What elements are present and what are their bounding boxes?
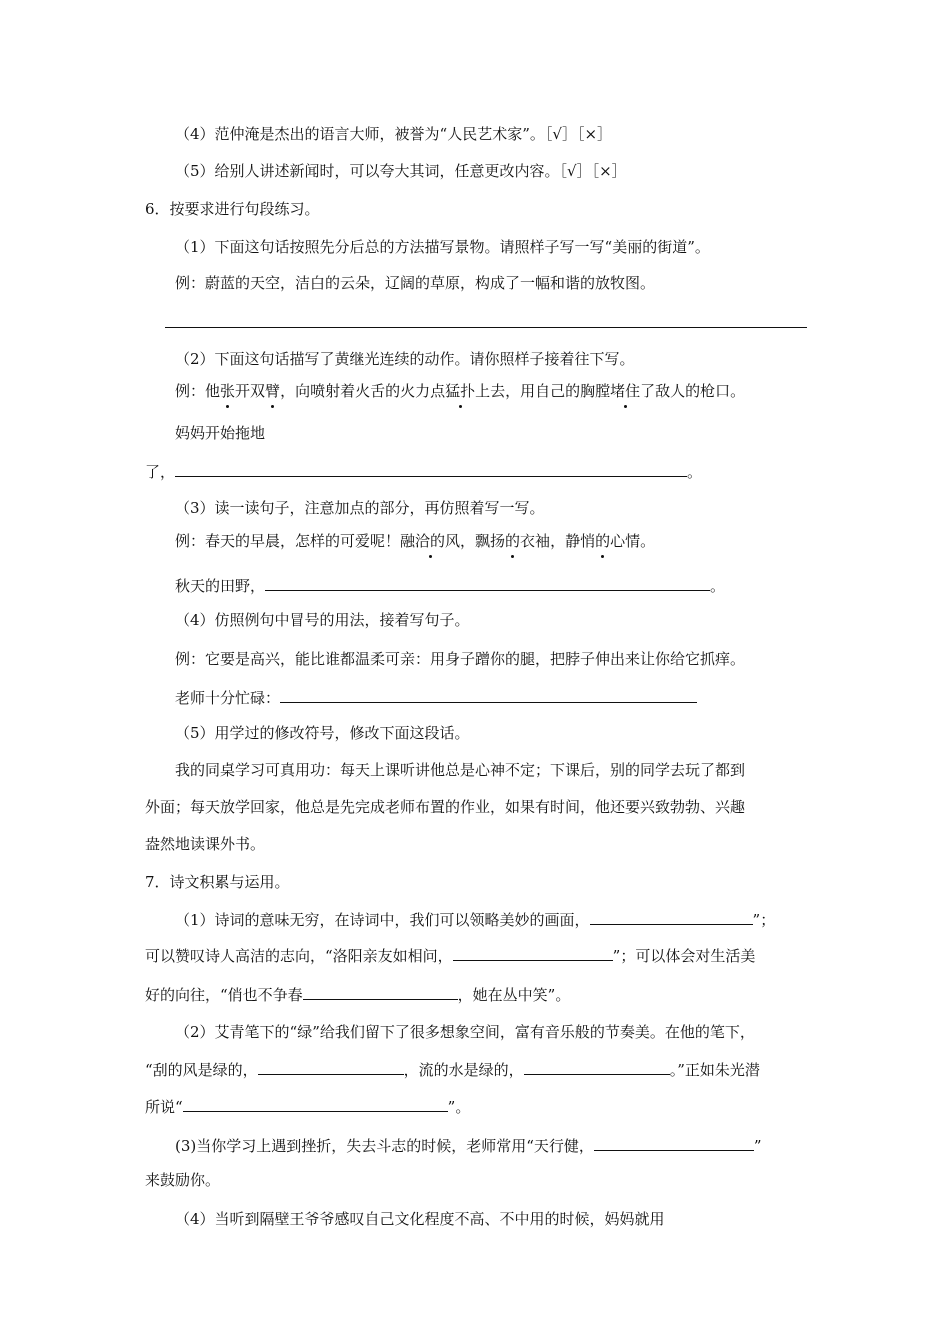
q7-part2-line-2 (145, 1058, 760, 1081)
prompt-text: ”； (752, 911, 776, 929)
q6-part1-answer-line[interactable] (165, 327, 807, 328)
q5-item-4: （4）范仲淹是杰出的语言大师，被誉为“人民艺术家”。［√］［×］ (175, 125, 613, 143)
answer-blank[interactable] (594, 1134, 754, 1151)
q6-part3-instruction: （3）读一读句子，注意加点的部分，再仿照着写一写。 (175, 499, 545, 517)
answer-blank[interactable] (280, 686, 697, 703)
prompt-text: 。”正如朱光潜 (669, 1061, 760, 1079)
emphasis-dot-text: 堵住 (610, 382, 641, 400)
emphasis-dot-text: 猛扑 (445, 382, 476, 400)
prompt-text: “刮的风是绿的， (145, 1061, 258, 1079)
q6-part5-text-line-3: 盎然地读课外书。 (145, 835, 266, 853)
example-text: 上去，用自己的胸膛 (475, 382, 611, 400)
q6-part5-text-line-1: 我的同桌学习可真用功：每天上课听讲他总是心神不定；下课后，别的同学去玩了都到 (175, 761, 746, 779)
q7-part3-line-2: 来鼓励你。 (145, 1171, 221, 1189)
q6-part1-instruction: （1）下面这句话按照先分后总的方法描写景物。请照样子写一写“美丽的街道”。 (175, 238, 710, 256)
q6-part2-prompt: 妈妈开始拖地 (175, 424, 266, 442)
prompt-text: 秋天的田野， (175, 577, 266, 595)
q6-part2-example (175, 380, 745, 402)
prompt-text: ，她在丛中笑”。 (457, 986, 571, 1004)
answer-blank[interactable] (183, 1095, 448, 1112)
emphasis-dot-text: 融洽的风 (400, 532, 461, 550)
answer-blank[interactable] (453, 944, 613, 961)
q7-part2-line-1: （2）艾青笔下的“绿”给我们留下了很多想象空间，富有音乐般的节奏美。在他的笔下， (175, 1023, 755, 1041)
q7-part3-line-1 (175, 1134, 762, 1157)
q6-part4-example: 例：它要是高兴，能比谁都温柔可亲：用身子蹭你的腿，把脖子伸出来让你给它抓痒。 (175, 650, 746, 668)
prompt-text: ”。 (447, 1098, 471, 1116)
answer-blank[interactable] (590, 908, 753, 925)
prompt-text: 老师十分忙碌： (175, 689, 281, 707)
example-text: 。 (640, 532, 656, 550)
prompt-text: ”；可以体会对生活美 (612, 947, 756, 965)
q5-item-5: （5）给别人讲述新闻时，可以夸大其词，任意更改内容。［√］［×］ (175, 162, 627, 180)
prompt-text: 。 (687, 463, 703, 481)
q6-part3-answer-row (175, 574, 725, 597)
prompt-text: （1）诗词的意味无穷，在诗词中，我们可以领略美妙的画面， (175, 911, 590, 929)
answer-blank[interactable] (258, 1058, 404, 1075)
prompt-text: 所说“ (145, 1098, 183, 1116)
prompt-text: (3)当你学习上遇到挫折，失去斗志的时候，老师常用“天行健， (175, 1137, 594, 1155)
q7-part2-line-3 (145, 1095, 470, 1118)
q6-part3-example (175, 530, 655, 552)
example-text: 了敌人的枪口。 (640, 382, 746, 400)
example-text: 开双 (235, 382, 266, 400)
q6-part4-instruction: （4）仿照例句中冒号的用法，接着写句子。 (175, 611, 470, 629)
prompt-text: 了， (145, 463, 176, 481)
example-text: ， (460, 532, 476, 550)
example-text: 例：春天的早晨，怎样的可爱呢！ (175, 532, 401, 550)
example-text: ， (550, 532, 566, 550)
prompt-text: ” (753, 1137, 762, 1155)
answer-blank[interactable] (524, 1058, 670, 1075)
q6-heading: 6．按要求进行句段练习。 (145, 200, 320, 218)
q7-part1-line-2 (145, 944, 755, 967)
answer-blank[interactable] (265, 574, 710, 591)
answer-blank[interactable] (303, 983, 458, 1000)
q7-heading: 7．诗文积累与运用。 (145, 873, 290, 891)
example-text: ，向喷射着火舌的火力点 (280, 382, 446, 400)
q7-part1-line-1 (175, 908, 775, 931)
q6-part1-example: 例：蔚蓝的天空，洁白的云朵，辽阔的草原，构成了一幅和谐的放牧图。 (175, 274, 656, 292)
prompt-text: 好的向往，“俏也不争春 (145, 986, 303, 1004)
emphasis-dot-text: 飘扬的衣袖 (475, 532, 551, 550)
q6-part2-instruction: （2）下面这句话描写了黄继光连续的动作。请你照样子接着往下写。 (175, 350, 635, 368)
q7-part1-line-3 (145, 983, 570, 1006)
emphasis-dot-text: 张 (220, 382, 236, 400)
answer-blank[interactable] (175, 460, 687, 477)
emphasis-dot-text: 静悄的心情 (565, 532, 641, 550)
prompt-text: ，流的水是绿的， (403, 1061, 524, 1079)
emphasis-dot-text: 臂 (265, 382, 281, 400)
q7-part4-line-1: （4）当听到隔壁王爷爷感叹自己文化程度不高、不中用的时候，妈妈就用 (175, 1210, 665, 1228)
prompt-text: 。 (710, 577, 726, 595)
q6-part2-answer-row (145, 460, 702, 483)
prompt-text: 可以赞叹诗人高洁的志向，“洛阳亲友如相问， (145, 947, 453, 965)
q6-part5-text-line-2: 外面；每天放学回家，他总是先完成老师布置的作业，如果有时间，他还要兴致勃勃、兴趣 (145, 798, 746, 816)
q6-part4-answer-row (175, 686, 697, 709)
q6-part5-instruction: （5）用学过的修改符号，修改下面这段话。 (175, 724, 470, 742)
example-text: 例：他 (175, 382, 221, 400)
